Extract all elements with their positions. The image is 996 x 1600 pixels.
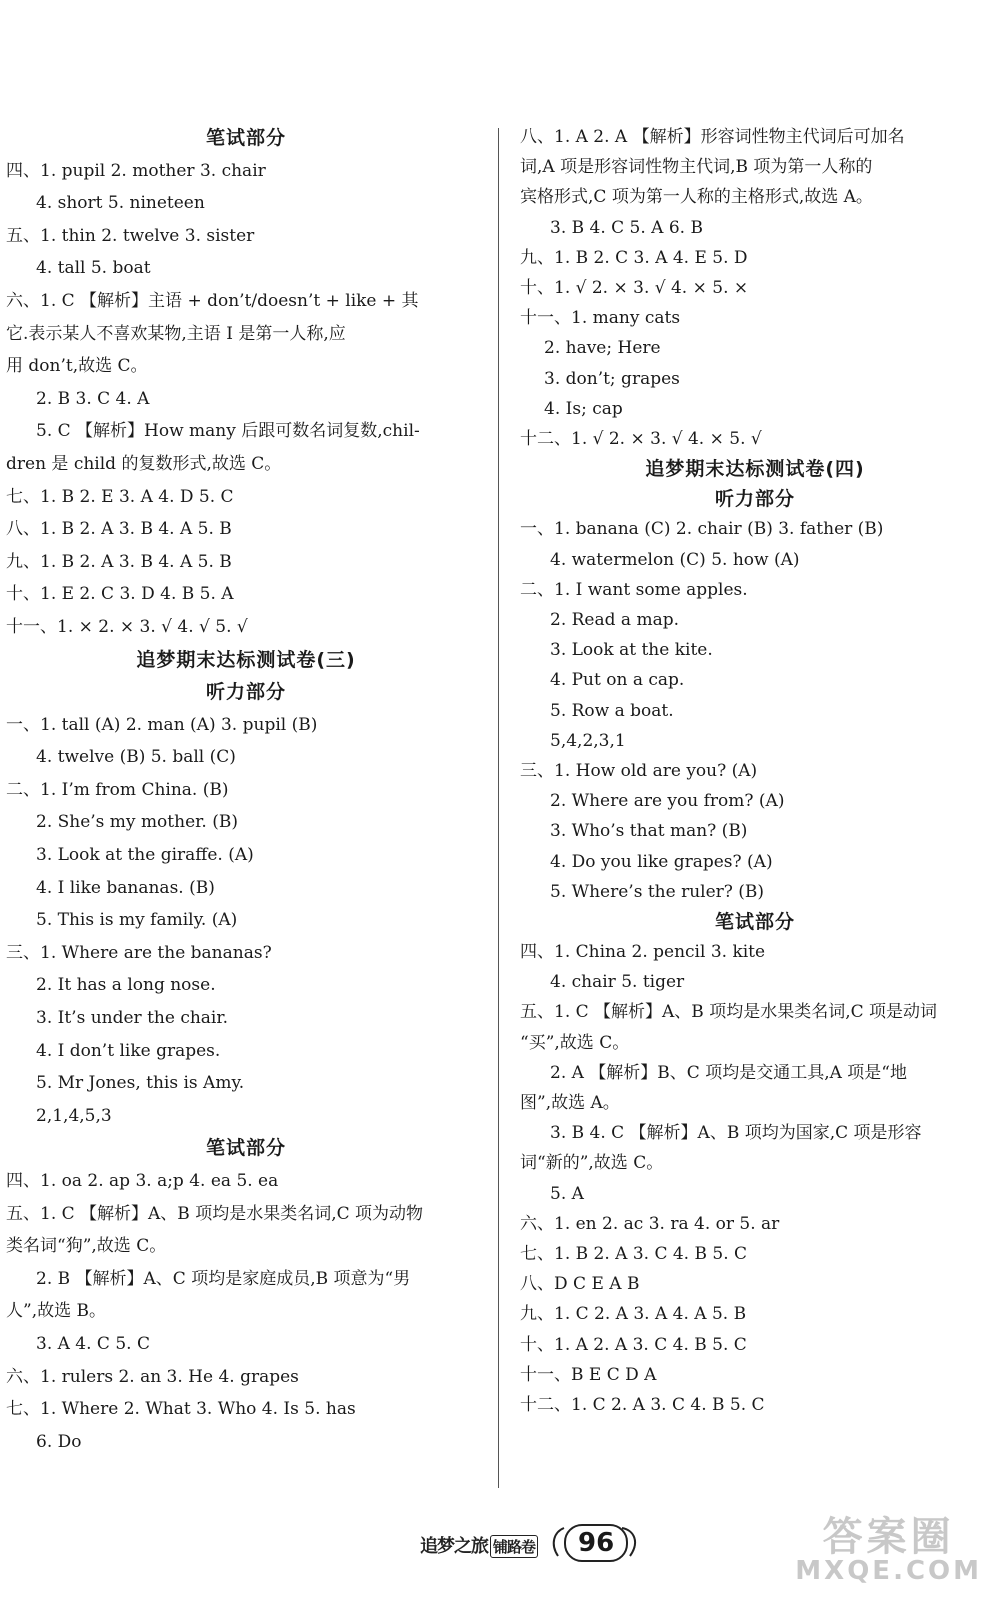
- answer-line: 3. A 4. C 5. C: [36, 1333, 150, 1354]
- answer-line: 2. B 3. C 4. A: [36, 388, 150, 409]
- answer-line: 3. B 4. C 5. A 6. B: [550, 217, 703, 238]
- left-column: [6, 122, 486, 1458]
- answer-line: 十二、1. √ 2. × 3. √ 4. × 5. √: [520, 428, 762, 449]
- answer-line: 人”,故选 B。: [6, 1301, 106, 1322]
- section-heading: 追梦期末达标测试卷(三): [136, 648, 356, 671]
- answer-line: 2,1,4,5,3: [36, 1105, 112, 1126]
- answer-line: 3. Who’s that man? (B): [550, 821, 748, 842]
- answer-line: 4. chair 5. tiger: [550, 972, 685, 993]
- answer-line: 2. Where are you from? (A): [550, 791, 785, 812]
- answer-line: 十、1. A 2. A 3. C 4. B 5. C: [520, 1334, 747, 1355]
- section-heading: 笔试部分: [205, 1137, 286, 1160]
- answer-line: 图”,故选 A。: [520, 1093, 620, 1113]
- answer-line: 四、1. oa 2. ap 3. a;p 4. ea 5. ea: [6, 1171, 279, 1191]
- section-heading: 笔试部分: [714, 910, 795, 933]
- answer-line: 八、1. B 2. A 3. B 4. A 5. B: [6, 519, 232, 540]
- answer-line: dren 是 child 的复数形式,故选 C。: [6, 453, 282, 474]
- answer-line: 二、1. I want some apples.: [520, 579, 748, 600]
- answer-line: 类名词“狗”,故选 C。: [6, 1236, 167, 1257]
- answer-line: 3. don’t; grapes: [544, 368, 680, 389]
- answer-line: 九、1. B 2. C 3. A 4. E 5. D: [520, 247, 748, 268]
- answer-line: 4. short 5. nineteen: [36, 193, 205, 214]
- answer-line: 宾格形式,C 项为第一人称的主格形式,故选 A。: [520, 187, 873, 208]
- answer-line: 八、D C E A B: [520, 1274, 640, 1295]
- answer-line: 2. It has a long nose.: [36, 975, 216, 996]
- answer-line: 十一、1. many cats: [520, 308, 681, 329]
- answer-line: 三、1. How old are you? (A): [520, 760, 758, 781]
- answer-line: 十二、1. C 2. A 3. C 4. B 5. C: [520, 1394, 765, 1415]
- answer-line: 五、1. C 【解析】A、B 项均是水果类名词,C 项是动词: [520, 1002, 938, 1023]
- watermark-url: MXQE.COM: [795, 1556, 982, 1586]
- answer-line: “买”,故选 C。: [520, 1032, 630, 1053]
- section-heading: 追梦期末达标测试卷(四): [645, 458, 865, 481]
- answer-line: 八、1. A 2. A 【解析】形容词性物主代词后可加名: [520, 127, 905, 147]
- column-divider: [498, 128, 499, 1488]
- answer-line: 词“新的”,故选 C。: [520, 1153, 664, 1174]
- answer-line: 3. Look at the kite.: [550, 640, 713, 661]
- answer-line: 2. A 【解析】B、C 项均是交通工具,A 项是“地: [550, 1062, 907, 1083]
- section-heading: 笔试部分: [205, 127, 286, 149]
- brand-name: 追梦之旅: [420, 1536, 488, 1557]
- answer-line: 2. She’s my mother. (B): [36, 812, 238, 833]
- answer-line: 3. B 4. C 【解析】A、B 项均为国家,C 项是形容: [550, 1123, 922, 1144]
- brand-logo: [420, 1532, 538, 1558]
- right-column: [520, 122, 990, 1420]
- page-number: 96: [564, 1524, 628, 1562]
- answer-line: 一、1. tall (A) 2. man (A) 3. pupil (B): [6, 714, 318, 735]
- answer-line: 二、1. I’m from China. (B): [6, 779, 229, 800]
- answer-line: 七、1. B 2. A 3. C 4. B 5. C: [520, 1243, 748, 1264]
- answer-line: 十、1. E 2. C 3. D 4. B 5. A: [6, 584, 234, 605]
- answer-line: 三、1. Where are the bananas?: [6, 942, 272, 963]
- answer-line: 5. A: [550, 1183, 584, 1204]
- answer-line: 4. tall 5. boat: [36, 258, 151, 279]
- answer-line: 它.表示某人不喜欢某物,主语 I 是第一人称,应: [6, 323, 346, 344]
- answer-line: 十一、B E C D A: [520, 1364, 657, 1385]
- answer-line: 5. This is my family. (A): [36, 910, 238, 931]
- answer-line: 4. watermelon (C) 5. how (A): [550, 549, 800, 570]
- answer-line: 四、1. pupil 2. mother 3. chair: [6, 160, 266, 181]
- answer-line: 3. Look at the giraffe. (A): [36, 845, 254, 866]
- answer-line: 5. Mr Jones, this is Amy.: [36, 1073, 245, 1094]
- answer-line: 五、1. C 【解析】A、B 项均是水果类名词,C 项为动物: [6, 1203, 424, 1224]
- answer-line: 用 don’t,故选 C。: [6, 356, 148, 377]
- answer-line: 五、1. thin 2. twelve 3. sister: [6, 225, 255, 246]
- series-name: 铺路卷: [490, 1535, 538, 1558]
- answer-line: 四、1. China 2. pencil 3. kite: [520, 942, 766, 963]
- answer-line: 一、1. banana (C) 2. chair (B) 3. father (B): [520, 519, 884, 540]
- answer-line: 六、1. C 【解析】主语 + don’t/doesn’t + like + 其: [6, 290, 419, 311]
- answer-line: 七、1. B 2. E 3. A 4. D 5. C: [6, 486, 234, 507]
- watermark: [795, 1505, 982, 1586]
- answer-line: 4. I don’t like grapes.: [36, 1040, 221, 1061]
- answer-line: 5. C 【解析】How many 后跟可数名词复数,chil-: [36, 421, 420, 442]
- answer-line: 九、1. C 2. A 3. A 4. A 5. B: [520, 1304, 747, 1325]
- answer-line: 5. Where’s the ruler? (B): [550, 881, 765, 902]
- answer-line: 5,4,2,3,1: [550, 730, 626, 751]
- right-wing-icon: [620, 1524, 642, 1560]
- section-heading: 听力部分: [714, 488, 795, 511]
- answer-line: 2. B 【解析】A、C 项均是家庭成员,B 项意为“男: [36, 1268, 411, 1289]
- answer-line: 5. Row a boat.: [550, 700, 674, 721]
- watermark-logo-text: 答案圈: [822, 1514, 955, 1560]
- answer-line: 3. It’s under the chair.: [36, 1008, 229, 1029]
- answer-line: 六、1. en 2. ac 3. ra 4. or 5. ar: [520, 1213, 780, 1234]
- answer-line: 七、1. Where 2. What 3. Who 4. Is 5. has: [6, 1399, 356, 1420]
- answer-line: 4. Put on a cap.: [550, 670, 685, 691]
- answer-line: 九、1. B 2. A 3. B 4. A 5. B: [6, 551, 232, 572]
- answer-line: 4. twelve (B) 5. ball (C): [36, 747, 236, 768]
- answer-line: 4. Do you like grapes? (A): [550, 851, 773, 872]
- answer-line: 十、1. √ 2. × 3. √ 4. × 5. ×: [520, 277, 749, 298]
- answer-line: 4. Is; cap: [544, 398, 623, 419]
- answer-line: 六、1. rulers 2. an 3. He 4. grapes: [6, 1366, 299, 1387]
- answer-line: 6. Do: [36, 1431, 82, 1452]
- answer-line: 2. have; Here: [544, 338, 661, 359]
- section-heading: 听力部分: [205, 681, 286, 704]
- answer-line: 2. Read a map.: [550, 610, 679, 630]
- answer-line: 十一、1. × 2. × 3. √ 4. √ 5. √: [6, 616, 248, 637]
- answer-line: 4. I like bananas. (B): [36, 877, 215, 898]
- answer-line: 词,A 项是形容词性物主代词,B 项为第一人称的: [520, 157, 873, 178]
